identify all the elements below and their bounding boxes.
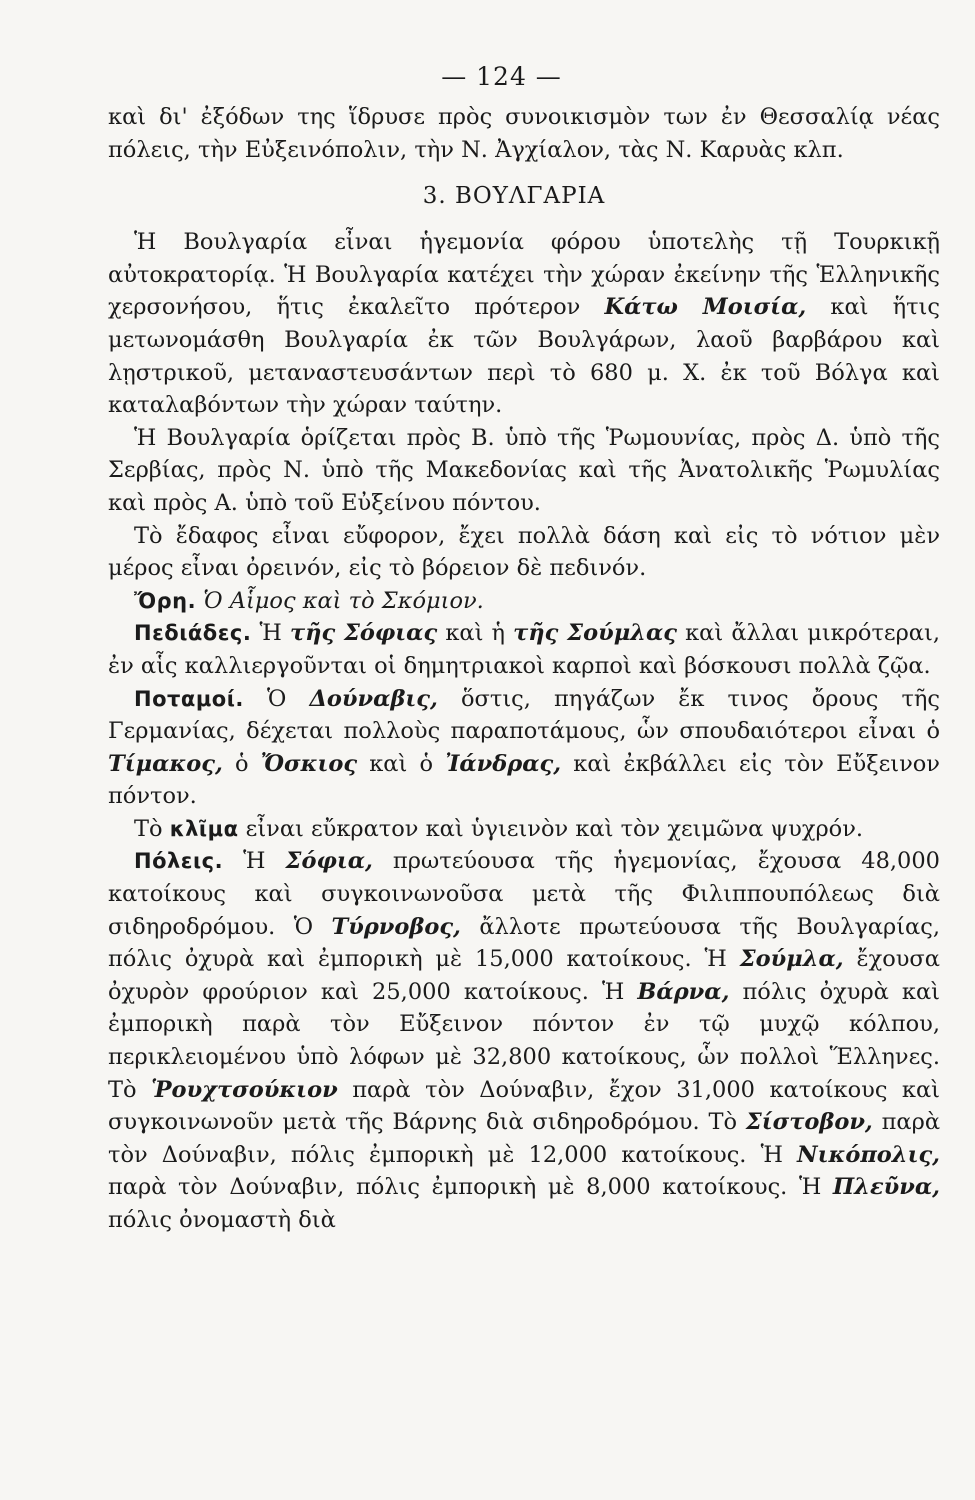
text-run: ὁ [235,750,249,777]
text-run: καὶ ὁ [369,750,434,777]
text-run: καὶ δι' ἐξόδων της ἵδρυσε πρὸς συνοικισμὸν των ἐν Θεσσαλίᾳ νέας πόλεις, τὴν Εὐξεινόπολιν, τὴν Ν. Ἀγχίαλον, τὰς Ν. Καρυὰς κλπ. [108,104,940,163]
text-run: καὶ ἡ [445,620,506,647]
emphasis-term: Ῥουχτσούκιον [151,1076,338,1103]
subheading: Πόλεις. [134,849,224,874]
text-run: Ἡ [259,620,282,647]
subheading: κλῖμα [169,816,239,841]
text-run: εἶναι εὔκρατον καὶ ὑγιεινὸν καὶ τὸν χειμῶνα ψυχρόν. [245,815,864,842]
page-body [108,101,940,1237]
paragraph-terrain [108,520,940,585]
emphasis-term: Σούμλα, [739,946,844,973]
text-run: παρὰ τὸν Δούναβιν, πόλις ἐμπορικὴ μὲ 12,000 κατοίκους. Ἡ [108,1109,941,1168]
emphasis-term: τῆς Σόφιας [289,620,438,647]
text-run: ἔχουσα ὀχυρὸν φρούριον καὶ 25,000 κατοίκους. Ἡ [108,946,940,1005]
emphasis-term: Σίστοβον, [745,1109,873,1136]
text-run: πόλις ὀχυρὰ καὶ ἐμπορικὴ παρὰ τὸν Εὔξεινον πόντον ἐν τῷ μυχῷ κόλπου, περικλειομένου ὑπὸ λόφων μὲ 32,800 κατοίκους, ὧν πολλοὶ Ἕλληνες. Τὸ [108,978,941,1103]
emphasis-term: Πλεῦνα, [832,1174,941,1201]
text-run: καὶ ἄλλαι μικρότεραι, ἐν αἷς καλλιεργοῦνται οἱ δημητριακοὶ καρποὶ καὶ βόσκουσι πολλὰ ζῷα. [108,620,940,679]
paragraph-borders [108,422,940,520]
emphasis-term: Βάρνα, [637,978,730,1005]
text-run: Ἡ Βουλγαρία εἶναι ἡγεμονία φόρου ὑποτελὴς τῇ Τουρκικῇ αὐτοκρατορίᾳ. Ἡ Βουλγαρία κατέχει τὴν χώραν ἐκείνην τῆς Ἑλληνικῆς χερσονήσου, ἥτις ἐκαλεῖτο πρότερον [108,229,940,321]
paragraph-intro [108,226,940,422]
text-run: Ἡ Βουλγαρία ὁρίζεται πρὸς Β. ὑπὸ τῆς Ῥωμουνίας, πρὸς Δ. ὑπὸ τῆς Σερβίας, πρὸς Ν. ὑπὸ τῆς Μακεδονίας καὶ τῆς Ἀνατολικῆς Ῥωμυλίας καὶ πρὸς Α. ὑπὸ τοῦ Εὐξείνου πόντου. [108,424,940,516]
text-run: Τὸ ἔδαφος εἶναι εὔφορον, ἔχει πολλὰ δάση καὶ εἰς τὸ νότιον μὲν μέρος εἶναι ὀρεινόν, εἰς τὸ βόρειον δὲ πεδινόν. [108,522,940,582]
emphasis-term: Κάτω Μοισία, [604,294,807,321]
paragraph-climate [108,813,940,846]
text-run: Τὸ [134,815,163,842]
text-run: ὅστις, πηγάζων ἔκ τινος ὄρους τῆς Γερμανίας, δέχεται πολλοὺς παραποτάμους, ὧν σπουδαιότεροι εἶναι ὁ [108,685,940,745]
emphasis-term: Ὄσκιος [260,750,358,777]
emphasis-term: Τίμακος, [108,750,223,777]
subheading: Πεδιάδες. [134,621,252,646]
text-run: Ἡ [243,848,266,875]
page-number: — 124 — [441,62,562,91]
paragraph-plains [108,617,940,682]
emphasis-term: Δούναβις, [309,685,438,712]
emphasis-term: Νικόπολις, [797,1141,940,1168]
text-run: καὶ ἥτις μετωνομάσθη Βουλγαρία ἐκ τῶν Βουλγάρων, λαοῦ βαρβάρου καὶ λῃστρικοῦ, μεταναστευσάντων περὶ τὸ 680 μ. Χ. ἐκ τοῦ Βόλγα καὶ καταλαβόντων τὴν χώραν ταύτην. [108,294,940,419]
paragraph-mountains [108,585,940,618]
emphasis-term: Τύρνοβος, [331,913,461,940]
emphasis-term: Ὁ Αἷμος καὶ τὸ Σκόμιον. [203,587,484,614]
paragraph-continuation [108,101,940,166]
paragraph-cities [108,845,940,1236]
emphasis-term: Σόφια, [285,848,373,875]
text-run: Ὁ [267,685,287,712]
emphasis-term: Ἰάνδρας, [445,750,562,777]
text-run: ἄλλοτε πρωτεύουσα τῆς Βουλγαρίας, πόλις ὀχυρὰ καὶ ἐμπορικὴ μὲ 15,000 κατοίκους. Ἡ [108,913,941,973]
section-title: 3. ΒΟΥΛΓΑΡΙΑ [422,183,606,210]
subheading: Ποταμοί. [134,686,244,711]
subheading: Ὄρη. [134,588,197,613]
text-run: καὶ ἐκβάλλει εἰς τὸν Εὔξεινον πόντον. [108,750,940,810]
text-run: παρὰ τὸν Δούναβιν, πόλις ἐμπορικὴ μὲ 8,000 κατοίκους. Ἡ [108,1174,822,1201]
text-run: παρὰ τὸν Δούναβιν, ἔχον 31,000 κατοίκους καὶ συγκοινωνοῦν μετὰ τῆς Βάρνης διὰ σιδηροδρόμου. Τὸ [108,1076,941,1136]
emphasis-term: τῆς Σούμλας [513,620,677,647]
text-run: πρωτεύουσα τῆς ἡγεμονίας, ἔχουσα 48,000 κατοίκους καὶ συγκοινωνοῦσα μετὰ τῆς Φιλιππουπόλεως διὰ σιδηροδρόμου. Ὁ [108,848,941,940]
paragraph-rivers [108,683,940,813]
text-run: πόλις ὀνομαστὴ διὰ [108,1207,336,1233]
